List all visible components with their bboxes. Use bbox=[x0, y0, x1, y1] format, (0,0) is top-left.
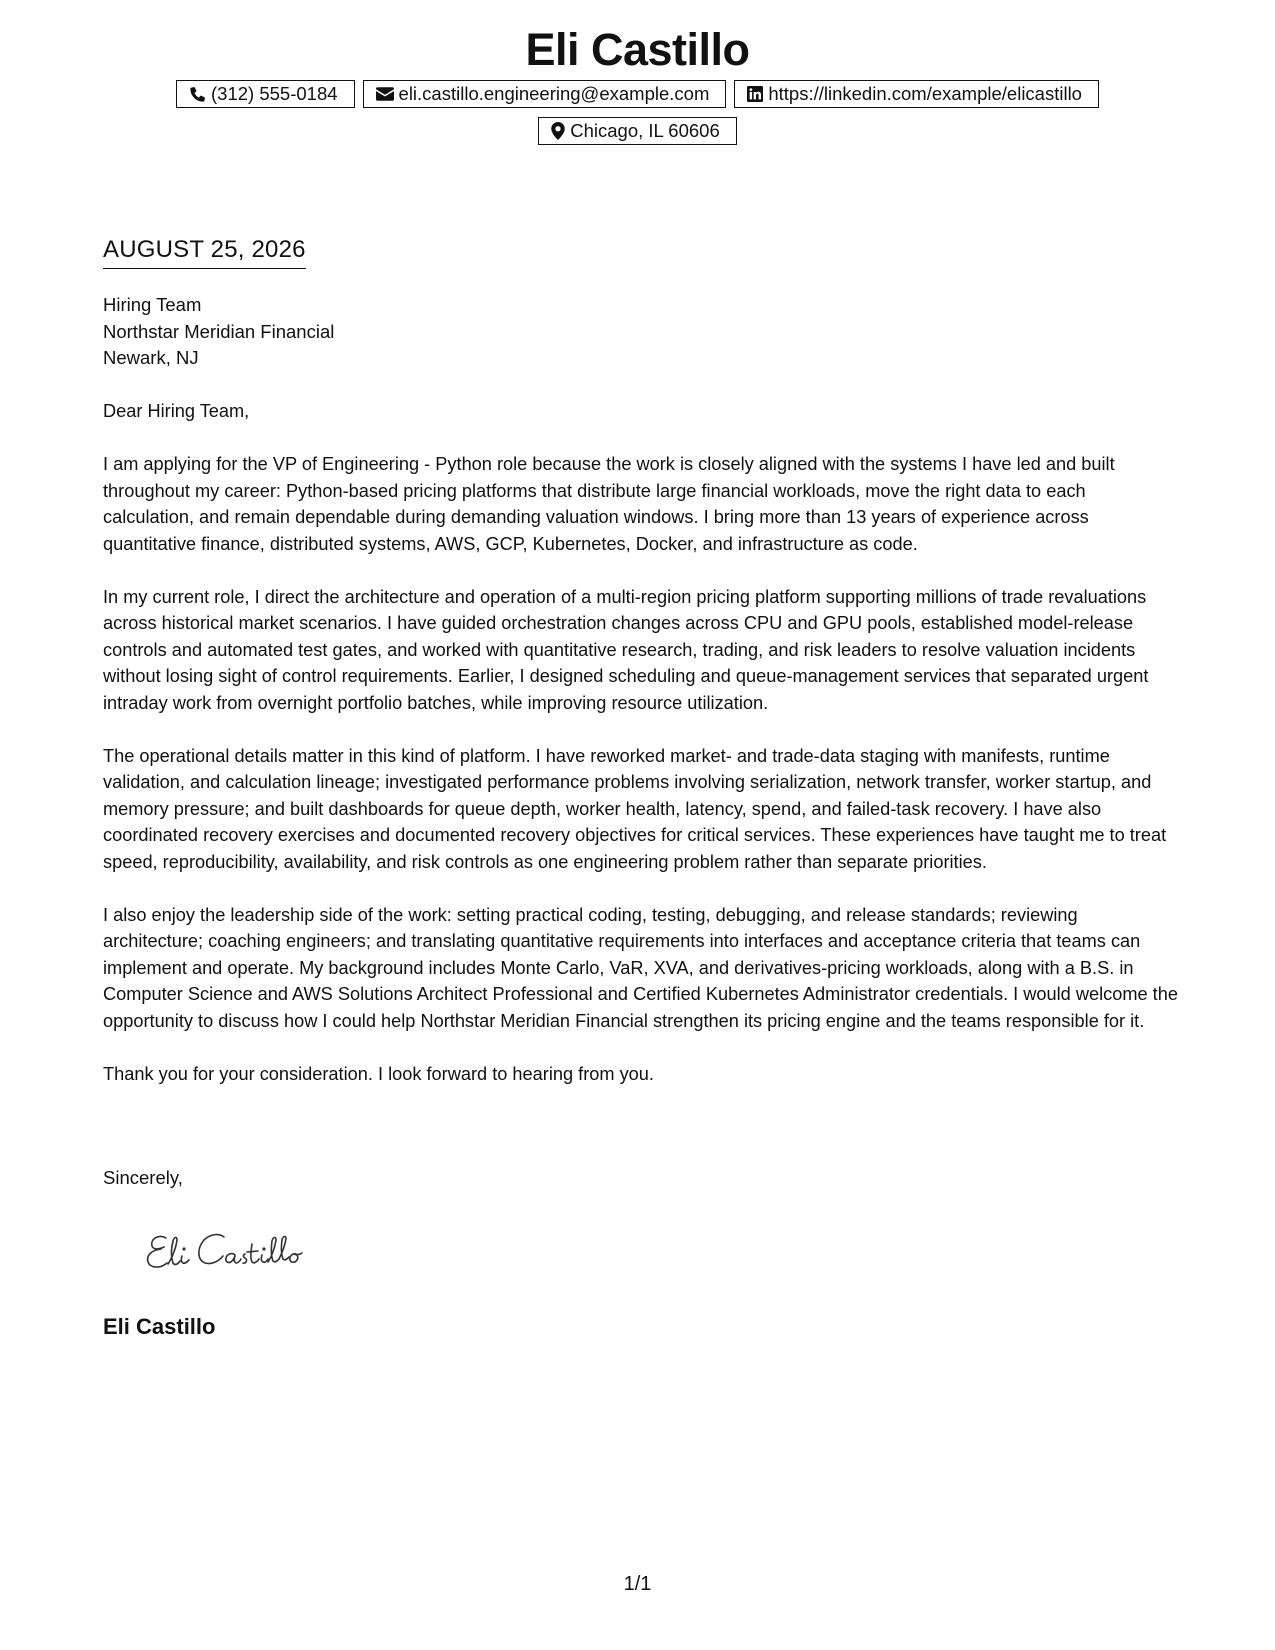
envelope-icon bbox=[376, 87, 394, 101]
salutation: Dear Hiring Team, bbox=[103, 401, 250, 421]
closing: Sincerely, bbox=[103, 1167, 183, 1188]
body-paragraph: In my current role, I direct the architecture and operation of a multi-region pricing platform supporting millions of trade revaluations across historical market scenarios. I have guided orchestration changes across CPU and GPU pools, established model-release controls and automated test gates, and worked with quantitative research, trading, and risk leaders to resolve valuation incidents without losing sight of control requirements. Earlier, I designed scheduling and queue-management services that separated urgent intraday work from overnight portfolio batches, while improving resource utilization. bbox=[103, 586, 1149, 713]
map-pin-icon bbox=[551, 122, 565, 140]
body-paragraph: I also enjoy the leadership side of the work: setting practical coding, testing, debugging, and release standards; reviewing architecture; coaching engineers; and translating quantitative requirements into interfaces and acceptance criteria that teams can implement and operate. My background includes Monte Carlo, VaR, XVA, and derivatives-pricing workloads, along with a B.S. in Computer Science and AWS Solutions Architect Professional and Certified Kubernetes Administrator credentials. I would welcome the opportunity to discuss how I could help Northstar Meridian Financial strengthen its pricing engine and the teams responsible for it. bbox=[103, 904, 1178, 1031]
body-paragraph: I am applying for the VP of Engineering - Python role because the work is closely aligned with the systems I have led and built throughout my career: Python-based pricing platforms that distribute large financial workloads, move the right data to each calculation, and remain dependable during demanding valuation windows. I bring more than 13 years of experience across quantitative finance, distributed systems, AWS, GCP, Kubernetes, Docker, and infrastructure as code. bbox=[103, 454, 1115, 554]
letter-date: AUGUST 25, 2026 bbox=[103, 235, 306, 269]
recipient-company: Northstar Meridian Financial bbox=[103, 320, 335, 342]
handwritten-signature bbox=[142, 1222, 327, 1282]
recipient-location: Newark, NJ bbox=[103, 347, 199, 368]
phone-text: (312) 555-0184 bbox=[211, 83, 338, 104]
typed-name: Eli Castillo bbox=[103, 1314, 216, 1339]
contact-row bbox=[0, 80, 1275, 108]
linkedin-icon bbox=[747, 86, 763, 102]
contact-row-location bbox=[0, 117, 1275, 145]
phone-icon bbox=[189, 86, 206, 103]
linkedin-contact[interactable] bbox=[734, 80, 1099, 108]
body-paragraph: The operational details matter in this kind of platform. I have reworked market- and trade-data staging with manifests, runtime validation, and calculation lineage; investigated performance problems involving serialization, network transfer, worker startup, and memory pressure; and built dashboards for queue depth, worker health, latency, spend, and failed-task recovery. I have also coordinated recovery exercises and documented recovery objectives for critical services. These experiences have taught me to treat speed, reproducibility, availability, and risk controls as one engineering problem rather than separate priorities. bbox=[103, 745, 1167, 872]
email-text: eli.castillo.engineering@example.com bbox=[398, 83, 710, 104]
location-text: Chicago, IL 60606 bbox=[570, 120, 720, 141]
letter-body bbox=[103, 398, 1178, 1114]
body-paragraph: Thank you for your consideration. I look forward to hearing from you. bbox=[103, 1063, 654, 1084]
recipient-block bbox=[103, 292, 334, 372]
location-contact bbox=[538, 117, 736, 145]
applicant-name: Eli Castillo bbox=[525, 24, 750, 75]
recipient-line: Hiring Team bbox=[103, 294, 202, 315]
phone-contact[interactable] bbox=[176, 80, 355, 108]
page-indicator: 1/1 bbox=[623, 1573, 652, 1595]
linkedin-text: https://linkedin.com/example/elicastillo bbox=[768, 83, 1082, 104]
email-contact[interactable] bbox=[363, 80, 727, 108]
